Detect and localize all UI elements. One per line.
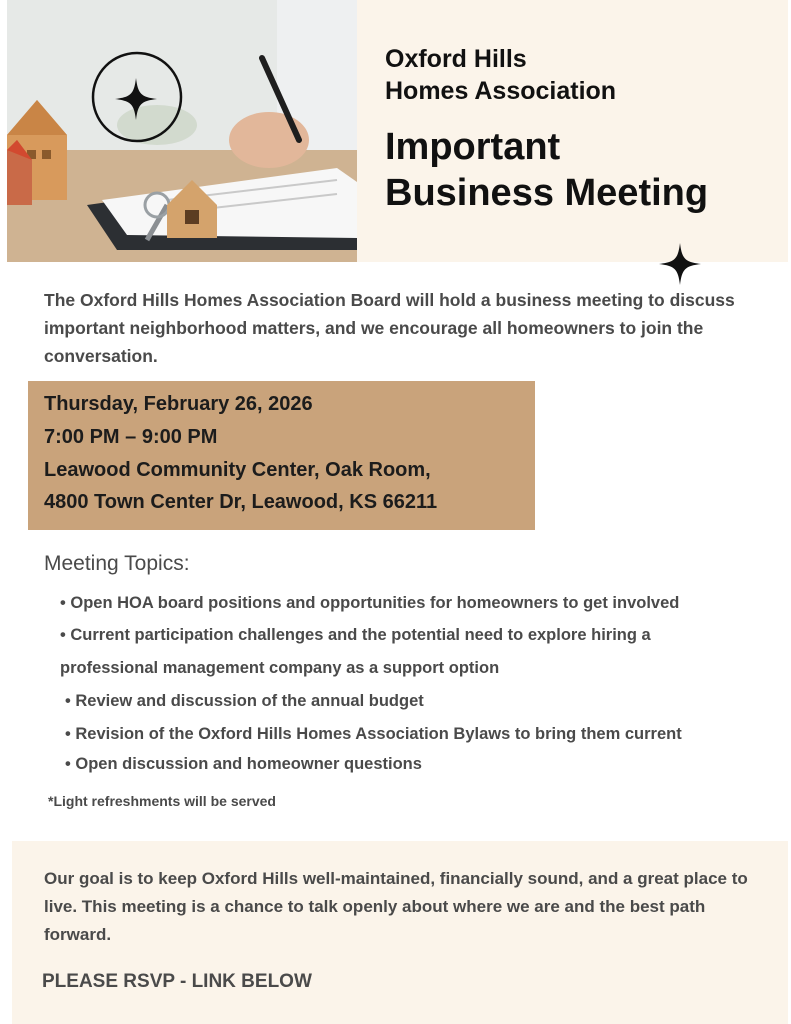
org-line-2: Homes Association [385,77,617,105]
title-line-2: Business Meeting [385,172,709,214]
meeting-venue: Leawood Community Center, Oak Room, [44,459,431,481]
intro-paragraph: The Oxford Hills Homes Association Board will hold a business meeting to discuss important neighborhood matters, and we encourage all homeowners to join the conversation. [44,290,735,366]
sparkle-icon [115,78,157,120]
footer-panel [12,841,788,1024]
refreshments-note: *Light refreshments will be served [48,793,276,809]
organization-name [385,43,616,107]
sparkle-icon [659,243,701,285]
org-line-1: Oxford Hills [385,45,527,73]
list-item: • Review and discussion of the annual budget [65,692,424,710]
topics-heading: Meeting Topics: [44,552,190,575]
list-item: professional management company as a support option [60,659,500,677]
header-photo [7,0,357,262]
goal-paragraph: Our goal is to keep Oxford Hills well-maintained, financially sound, and a great place to live. This meeting is a chance to talk openly about where we are and the best path forward. [44,869,748,944]
meeting-time: 7:00 PM – 9:00 PM [44,426,218,448]
list-item: • Revision of the Oxford Hills Homes Association Bylaws to bring them current [65,725,682,743]
list-item: • Open discussion and homeowner questions [65,755,422,773]
meeting-address: 4800 Town Center Dr, Leawood, KS 66211 [44,491,438,513]
title-line-1: Important [385,126,561,168]
list-item: • Current participation challenges and the potential need to explore hiring a [60,626,651,644]
meeting-date: Thursday, February 26, 2026 [44,393,313,415]
meeting-details [28,381,535,530]
page-title [385,124,708,216]
list-item: • Open HOA board positions and opportunities for homeowners to get involved [60,594,680,612]
rsvp-text: PLEASE RSVP - LINK BELOW [42,971,312,992]
